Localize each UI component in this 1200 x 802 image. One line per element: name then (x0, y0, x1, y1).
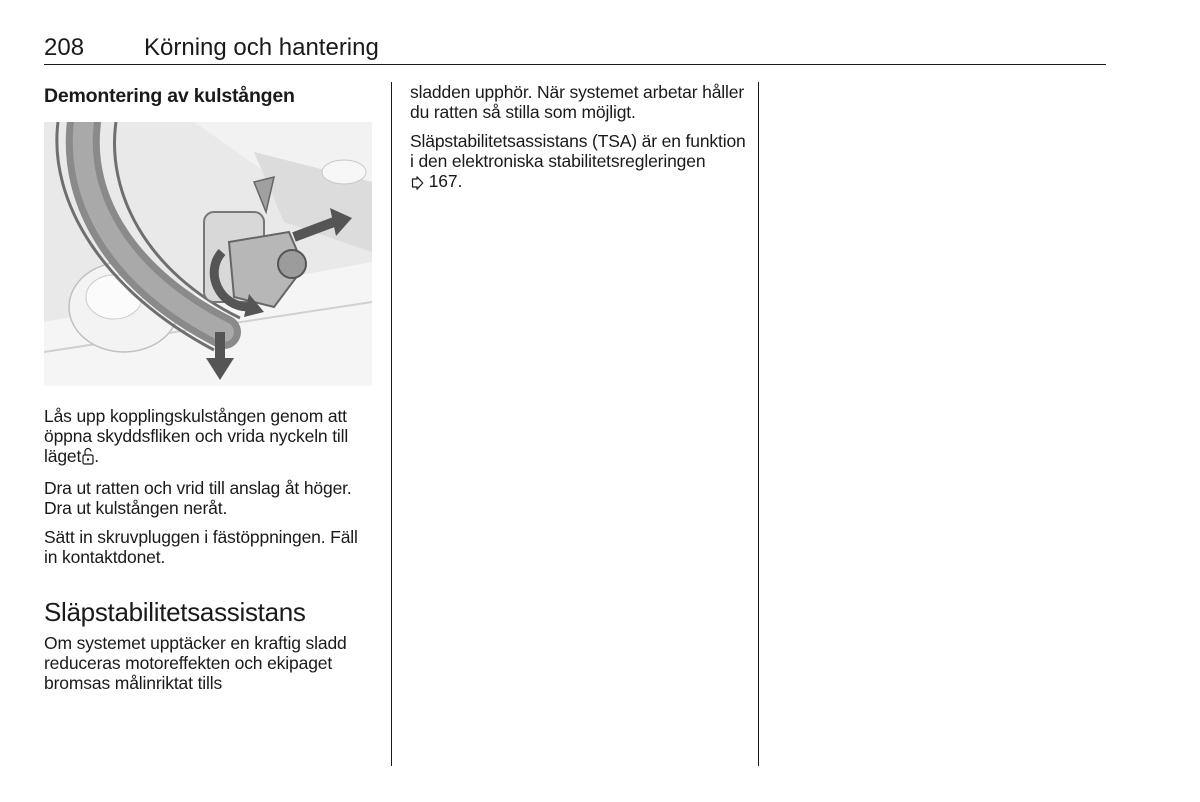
tow-bar-drawing (44, 122, 372, 386)
subheading-demontering: Demontering av kulstången (44, 85, 295, 107)
paragraph: Dra ut ratten och vrid till anslag åt höger. Dra ut kulstången neråt. (44, 478, 352, 518)
column-middle (410, 82, 746, 203)
column-left (44, 84, 374, 702)
page-number: 208 (44, 34, 85, 61)
chapter-title: Körning och hantering (144, 34, 379, 61)
column-divider (758, 82, 759, 766)
unlocked-padlock-icon (82, 447, 94, 469)
page-reference-arrow-icon (411, 174, 424, 194)
page-reference[interactable]: 167 (410, 171, 457, 191)
column-divider (391, 82, 392, 766)
section-heading-tsa: Släpstabilitetsassistans (44, 597, 306, 627)
paragraph: Lås upp kopplingskulstången genom att öppna skyddsfliken och vrida nyckeln till läget . (44, 406, 374, 469)
page-header (44, 34, 1106, 65)
paragraph: Sätt in skruvpluggen i fästöppningen. Fäll in kontaktdonet. (44, 527, 358, 567)
paragraph: sladden upphör. När systemet arbetar håller du ratten så stilla som möjligt. (410, 82, 745, 122)
paragraph: Om systemet upptäcker en kraftig sladd reduceras motoreffekten och ekipaget bromsas målinriktat tills (44, 633, 347, 693)
paragraph-tsa: Släpstabilitetsassistans (TSA) är en funktion i den elektroniska stabilitetsregleringen 167. (410, 131, 746, 194)
tow-bar-removal-illustration (44, 122, 372, 386)
